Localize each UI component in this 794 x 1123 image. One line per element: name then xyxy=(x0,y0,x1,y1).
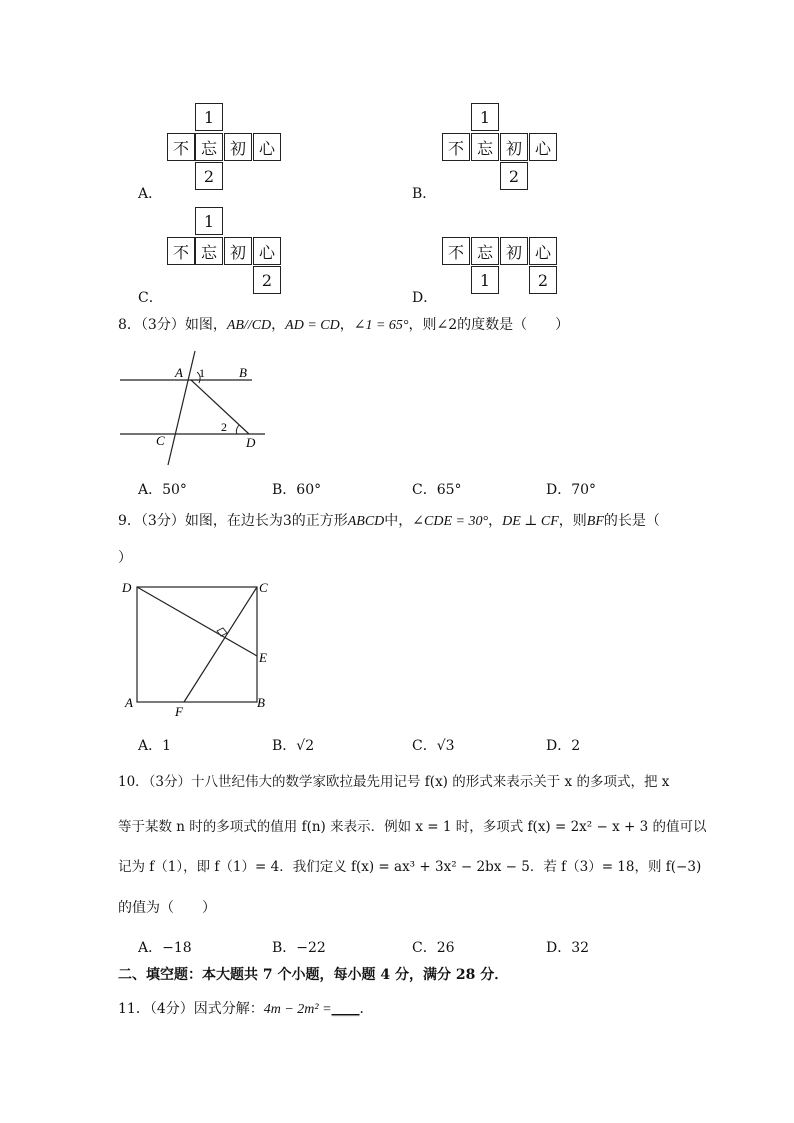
label-b: B xyxy=(239,365,247,380)
q9-option-c: C．√3 xyxy=(412,738,455,754)
q11-stem xyxy=(118,1000,374,1019)
net-cell: 不 xyxy=(167,133,195,161)
net-cell: 忘 xyxy=(471,237,499,265)
q9-stem-c: ，则 xyxy=(558,513,587,529)
q8-cond-angle: ∠1 = 65° xyxy=(353,318,409,333)
right-angle-mark xyxy=(217,628,227,636)
label-f: F xyxy=(175,704,183,719)
net-cell: 1 xyxy=(471,103,499,131)
net-cell: 心 xyxy=(529,133,557,161)
q7-option-a-label: A． xyxy=(138,186,163,202)
q9-figure xyxy=(118,576,278,721)
q8-stem xyxy=(118,316,569,335)
q9-stem-d: 的长是（ xyxy=(603,513,660,529)
label-2: 2 xyxy=(221,420,227,434)
segment-de xyxy=(137,587,257,656)
net-cell: 2 xyxy=(195,162,223,190)
net-cell: 2 xyxy=(253,266,281,294)
net-cell: 2 xyxy=(529,266,557,294)
q11-expression: 4m − 2m² = xyxy=(263,1002,332,1017)
net-cell: 1 xyxy=(195,207,223,235)
q9-cond-perp: DE ⊥ CF xyxy=(502,514,559,529)
label-c: C xyxy=(156,433,165,448)
q8-stem-b: ，则∠2的度数是（ ） xyxy=(408,317,570,333)
q9-stem xyxy=(118,512,660,531)
q8-option-d: D．70° xyxy=(546,482,597,498)
net-cell: 2 xyxy=(500,162,528,190)
net-cell: 初 xyxy=(224,133,252,161)
label-a: A xyxy=(175,365,183,380)
q10-line3: 记为 f（1），即 f（1）= 4．我们定义 f(x) = ax³ + 3x² − 2bx − 5．若 f（3）= 18，则 f(−3) xyxy=(118,859,702,875)
q8-option-a: A．50° xyxy=(138,482,187,498)
net-cell: 不 xyxy=(167,237,195,265)
q9-sep: ， xyxy=(488,513,503,529)
net-cell: 1 xyxy=(195,103,223,131)
q8-option-c: C．65° xyxy=(412,482,462,498)
q10-option-b: B．−22 xyxy=(272,940,326,956)
q9-stem-b: 中， xyxy=(384,513,413,529)
q7-option-c-label: C． xyxy=(138,290,163,306)
net-cell: 心 xyxy=(253,237,281,265)
net-cell: 初 xyxy=(500,237,528,265)
q8-option-b: B．60° xyxy=(272,482,322,498)
q9-option-b: B．√2 xyxy=(272,738,315,754)
q9-cond-angle: ∠CDE = 30° xyxy=(412,514,489,529)
label-d: D xyxy=(246,435,256,450)
q10-line1: 10．（3分）十八世纪伟大的数学家欧拉最先用记号 f(x) 的形式来表示关于 x 的多项式，把 x xyxy=(118,774,670,790)
q10-line4: 的值为（ ） xyxy=(118,900,216,916)
q8-stem-a: 8．（3分）如图， xyxy=(118,317,227,333)
label-c: C xyxy=(259,580,268,595)
q9-stem-a: 9．（3分）如图，在边长为3的正方形 xyxy=(118,513,348,529)
q9-bf: BF xyxy=(586,514,604,529)
section-title: 二、填空题：本大题共 7 个小题，每小题 4 分，满分 28 分． xyxy=(118,967,509,983)
label-b: B xyxy=(257,695,265,710)
net-cell: 不 xyxy=(442,237,470,265)
q10-option-c: C．26 xyxy=(412,940,455,956)
q11-end: ． xyxy=(359,1001,374,1017)
net-cell: 忘 xyxy=(471,133,499,161)
label-d: D xyxy=(122,580,132,595)
q11-answer-blank[interactable]: ____ xyxy=(331,1001,360,1017)
label-1: 1 xyxy=(199,366,205,380)
q10-option-a: A．−18 xyxy=(138,940,192,956)
label-a: A xyxy=(125,695,133,710)
segment-ad xyxy=(191,380,249,434)
net-cell: 心 xyxy=(529,237,557,265)
angle2-arc xyxy=(236,425,239,434)
net-cell: 1 xyxy=(471,266,499,294)
q8-cond-parallel: AB//CD xyxy=(226,318,272,333)
net-cell: 初 xyxy=(224,237,252,265)
net-cell: 忘 xyxy=(195,133,223,161)
net-cell: 忘 xyxy=(195,237,223,265)
net-cell: 心 xyxy=(253,133,281,161)
square-abcd xyxy=(137,587,257,702)
q7-option-b-label: B． xyxy=(412,186,437,202)
net-cell: 初 xyxy=(500,133,528,161)
q9-option-a: A．1 xyxy=(138,738,172,754)
net-cell: 不 xyxy=(442,133,470,161)
q8-figure xyxy=(115,345,265,470)
q10-line2: 等于某数 n 时的多项式的值用 f(n) 来表示．例如 x = 1 时，多项式 f(x) = 2x² − x + 3 的值可以 xyxy=(118,819,707,835)
q8-sep2: ， xyxy=(339,317,354,333)
label-e: E xyxy=(259,650,267,665)
q9-square: ABCD xyxy=(347,514,385,529)
q11-stem-text: 11．（4分）因式分解： xyxy=(118,1001,264,1017)
segment-cf xyxy=(184,587,257,702)
q7-option-d-label: D． xyxy=(412,290,438,306)
q10-option-d: D．32 xyxy=(546,940,590,956)
q9-option-d: D．2 xyxy=(546,738,581,754)
q8-sep1: ， xyxy=(271,317,286,333)
q8-cond-equal: AD = CD xyxy=(285,318,340,333)
q9-stem-close: ） xyxy=(118,550,132,566)
